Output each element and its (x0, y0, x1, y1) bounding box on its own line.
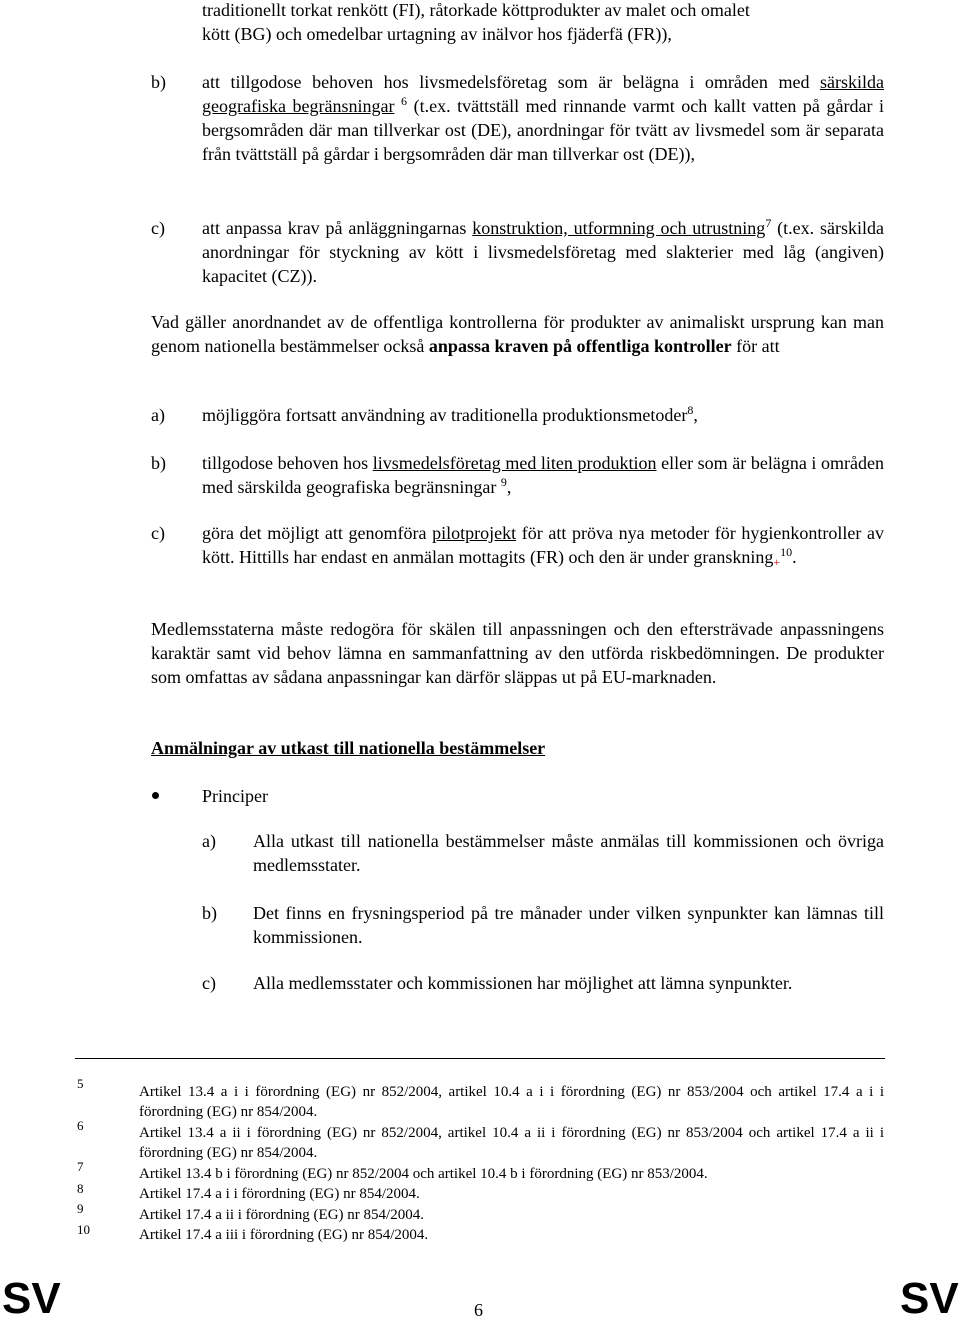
pilot-project-link: pilotprojekt (432, 523, 517, 543)
geographic-constraints-link: särskilda geografiska begränsningar (202, 72, 884, 116)
footnote-ref-8[interactable]: 8 (687, 403, 694, 417)
footnote-text: Artikel 17.4 a ii i förordning (EG) nr 854/2004. (139, 1207, 424, 1223)
footnote-number: 8 (77, 1181, 84, 1196)
footnote-text: Artikel 13.4 a ii i förordning (EG) nr 852/2004, artikel 10.4 a ii i förordning (EG) nr 853/2004 och artikel 17.4 a ii i förordning (EG) nr 854/2004. (139, 1125, 884, 1161)
footnote-ref-6[interactable]: 6 (401, 94, 408, 108)
continued-text (202, 0, 884, 46)
principle-a-text: Alla utkast till nationella bestämmelser måste anmälas till kommissionen och övriga medlemsstater. (253, 831, 884, 875)
section-heading: Anmälningar av utkast till nationella bestämmelser (151, 738, 546, 758)
footnote-number: 5 (77, 1076, 84, 1091)
list2-c-label: c) (151, 523, 165, 543)
principle-b-label: b) (202, 903, 217, 923)
principle-c-label: c) (202, 973, 216, 993)
list1-b-text: att tillgodose behoven hos livsmedelsföretag som är belägna i områden med särskilda geografiska begränsningar $^6$ (t.ex. tvättställ med rinnande varmt och kallt vatten på gårdar i bergsområden där man tillverkar ost (DE), anordningar för tvätt av livsmedel som är separata från tvättställ på gårdar i bergsområden där man tillverkar ost (DE)), (202, 72, 884, 164)
language-code-right: SV (900, 1274, 959, 1323)
continued-line-2: kött (BG) och omedelbar urtagning av inälvor hos fjäderfä (FR)), (202, 24, 672, 44)
paragraph-official-controls: Vad gäller anordnandet av de offentliga kontrollerna för produkter av animaliskt ursprung kan man genom nationella bestämmelser också anpassa kraven på offentliga kontroller för att (151, 312, 884, 356)
footnote-ref-7[interactable]: 7 (765, 216, 772, 230)
continued-line-1: traditionellt torkat renkött (FI), råtorkade köttprodukter av malet och omalet (202, 0, 750, 20)
list2-a-text: möjliggöra fortsatt användning av traditionella produktionsmetoder$^8$, (202, 403, 698, 425)
revision-mark: + (773, 555, 781, 569)
footnote-number: 10 (77, 1222, 90, 1237)
paragraph-member-states: Medlemsstaterna måste redogöra för skälen till anpassningen och den eftersträvade anpassningens karaktär samt vid behov lämna en sammanfattning av den utfördа riskbedömningen. De produkter som omfattas av sådana anpassningar kan därför släppas ut på EU-marknaden. (151, 619, 884, 687)
footnote-number: 9 (77, 1201, 84, 1216)
list2-a-label: a) (151, 405, 165, 425)
footnote-separator (75, 1058, 885, 1059)
footnote-text: Artikel 13.4 b i förordning (EG) nr 852/2004 och artikel 10.4 b i förordning (EG) nr 853/2004. (139, 1166, 708, 1182)
principle-c-text: Alla medlemsstater och kommissionen har möjlighet att lämna synpunkter. (253, 973, 793, 993)
page-number: 6 (474, 1300, 483, 1320)
list1-b-label: b) (151, 72, 166, 92)
list2-b-text: tillgodose behoven hos livsmedelsföretag med liten produktion eller som är belägna i områden med särskilda geografiska begränsningar $^9$, (202, 453, 884, 497)
list1-c-label: c) (151, 218, 165, 238)
footnote-text: Artikel 17.4 a iii i förordning (EG) nr 854/2004. (139, 1227, 429, 1243)
small-production-link: livsmedelsföretag med liten produktion (372, 453, 657, 473)
footnote-number: 6 (77, 1118, 84, 1133)
footnote-ref-9[interactable]: 9 (500, 475, 507, 489)
principle-b-text: Det finns en frysningsperiod på tre månader under vilken synpunkter kan lämnas till kommissionen. (253, 903, 884, 947)
list2-c-text: göra det möjligt att genomföra pilotprojekt för att pröva nya metoder för hygienkontroller av kött. Hittills har endast en anmälan mottagits (FR) och den är under granskning+$^{10}$. (202, 523, 885, 569)
bold-phrase: anpassa kraven på offentliga kontroller (428, 336, 732, 356)
principle-a-label: a) (202, 831, 216, 851)
footnote-ref-10[interactable]: 10 (780, 545, 793, 559)
bullet-principles: Principer (202, 786, 268, 806)
footnote-text: Artikel 17.4 a i i förordning (EG) nr 854/2004. (139, 1186, 420, 1202)
bullet-dot (152, 792, 159, 799)
list2-b-label: b) (151, 453, 166, 473)
list1-c-text: att anpassa krav på anläggningarnas konstruktion, utformning och utrustning$^7$ (t.ex. särskilda anordningar för styckning av kött i livsmedelsföretag med slakterier med låg (angiven) kapacitet (CZ)). (202, 216, 885, 286)
footnote-number: 7 (77, 1159, 84, 1174)
language-code-left: SV (2, 1274, 61, 1323)
footnote-text: Artikel 13.4 a i i förordning (EG) nr 852/2004, artikel 10.4 a i i förordning (EG) nr 853/2004 och artikel 17.4 a i i förordning (EG) nr 854/2004. (139, 1084, 884, 1120)
construction-link: konstruktion, utformning och utrustning (472, 218, 766, 238)
